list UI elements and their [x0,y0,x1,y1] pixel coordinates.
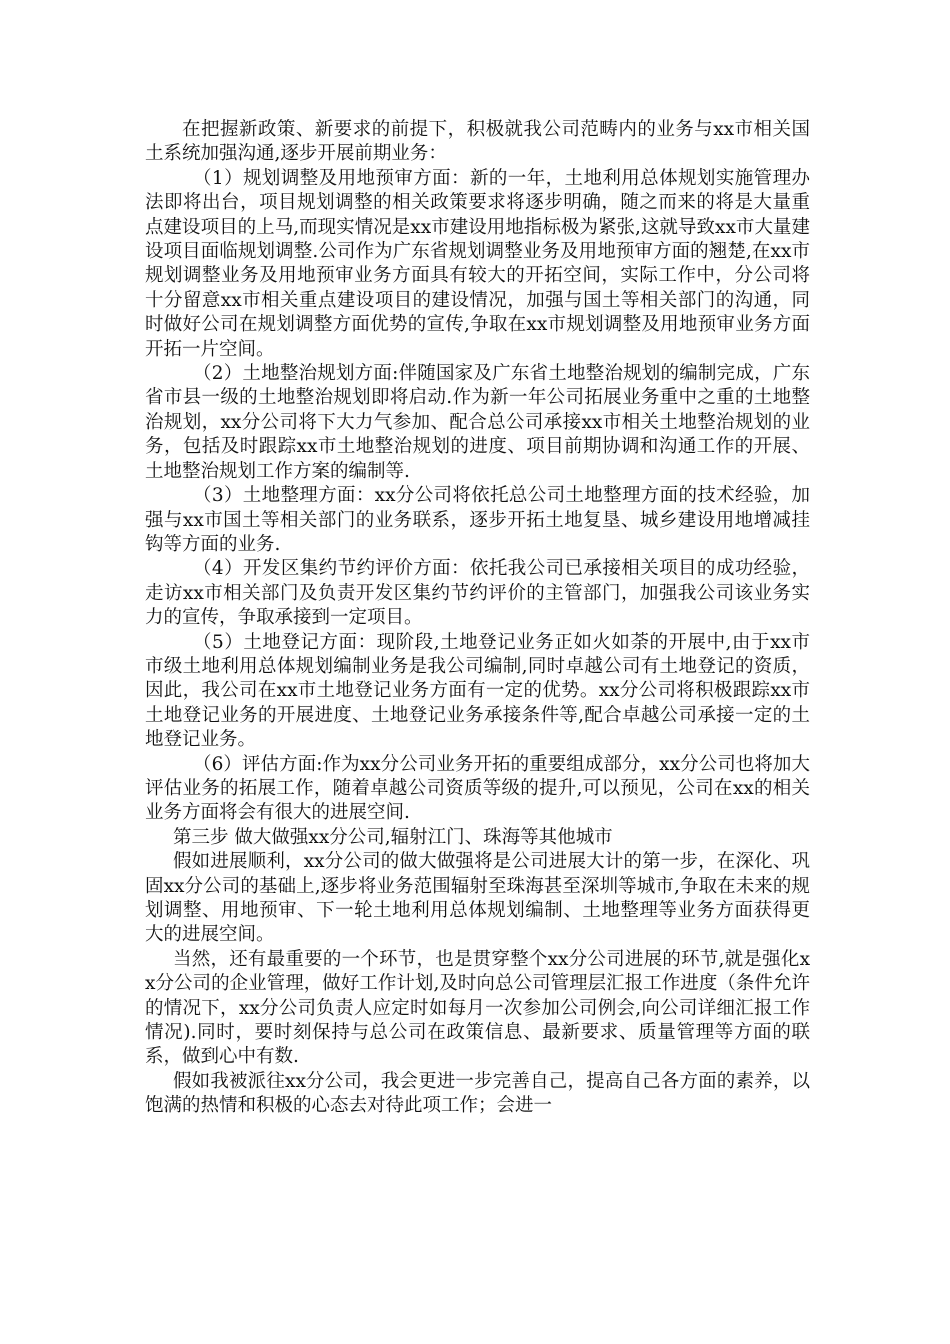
paragraph-item-1: （1）规划调整及用地预审方面：新的一年，土地利用总体规划实施管理办法即将出台，项目规划调整的相关政策要求将逐步明确，随之而来的将是大量重点建设项目的上马,而现实情况是xx市建设用地指标极为紧张,这就导致xx市大量建设项目面临规划调整.公司作为广东省规划调整业务及用地预审方面的翘楚,在xx市规划调整业务及用地预审业务方面具有较大的开拓空间，实际工作中，分公司将十分留意xx市相关重点建设项目的建设情况，加强与国土等相关部门的沟通，同时做好公司在规划调整方面优势的宣传,争取在xx市规划调整及用地预审业务方面开拓一片空间。 [145,167,810,360]
paragraph-intro: 在把握新政策、新要求的前提下，积极就我公司范畴内的业务与xx市相关国土系统加强沟通,逐步开展前期业务： [145,119,810,165]
paragraph-item-5: （5）土地登记方面：现阶段,土地登记业务正如火如荼的开展中,由于xx市市级土地利用总体规划编制业务是我公司编制,同时卓越公司有土地登记的资质，因此，我公司在xx市土地登记业务方面有一定的优势。xx分公司将积极跟踪xx市土地登记业务的开展进度、土地登记业务承接条件等,配合卓越公司承接一定的土地登记业务。 [145,631,810,751]
paragraph-management: 当然，还有最重要的一个环节，也是贯穿整个xx分公司进展的环节,就是强化xx分公司的企业管理，做好工作计划,及时向总公司管理层汇报工作进度（条件允许的情况下，xx分公司负责人应定时如每月一次参加公司例会,向公司详细汇报工作情况).同时，要时刻保持与总公司在政策信息、最新要求、质量管理等方面的联系，做到心中有数. [145,948,810,1068]
paragraph-item-4: （4）开发区集约节约评价方面：依托我公司已承接相关项目的成功经验，走访xx市相关部门及负责开发区集约节约评价的主管部门，加强我公司该业务实力的宣传，争取承接到一定项目。 [145,558,810,629]
paragraph-item-3: （3）土地整理方面：xx分公司将依托总公司土地整理方面的技术经验，加强与xx市国土等相关部门的业务联系，逐步开拓土地复垦、城乡建设用地增减挂钩等方面的业务. [145,485,810,555]
paragraph-item-6: （6）评估方面:作为xx分公司业务开拓的重要组成部分，xx分公司也将加大评估业务的拓展工作，随着卓越公司资质等级的提升,可以预见，公司在xx的相关业务方面将会有很大的进展空间. [145,753,810,824]
paragraph-item-2: （2）土地整治规划方面:伴随国家及广东省土地整治规划的编制完成，广东省市县一级的土地整治规划即将启动.作为新一年公司拓展业务重中之重的土地整治规划，xx分公司将下大力气参加、配合总公司承接xx市相关土地整治规划的业务，包括及时跟踪xx市土地整治规划的进度、项目前期协调和沟通工作的开展、土地整治规划工作方案的编制等. [145,363,810,482]
document-page [145,118,810,1119]
section-heading-step-3: 第三步 做大做强xx分公司,辐射江门、珠海等其他城市 [173,826,613,848]
paragraph-commitment: 假如我被派往xx分公司，我会更进一步完善自己，提高自己各方面的素养，以饱满的热情和积极的心态去对待此项工作；会进一 [145,1070,810,1117]
paragraph-expansion: 假如进展顺利，xx分公司的做大做强将是公司进展大计的第一步，在深化、巩固xx分公司的基础上,逐步将业务范围辐射至珠海甚至深圳等城市,争取在未来的规划调整、用地预审、下一轮土地利用总体规划编制、土地整理等业务方面获得更大的进展空间。 [145,851,810,946]
